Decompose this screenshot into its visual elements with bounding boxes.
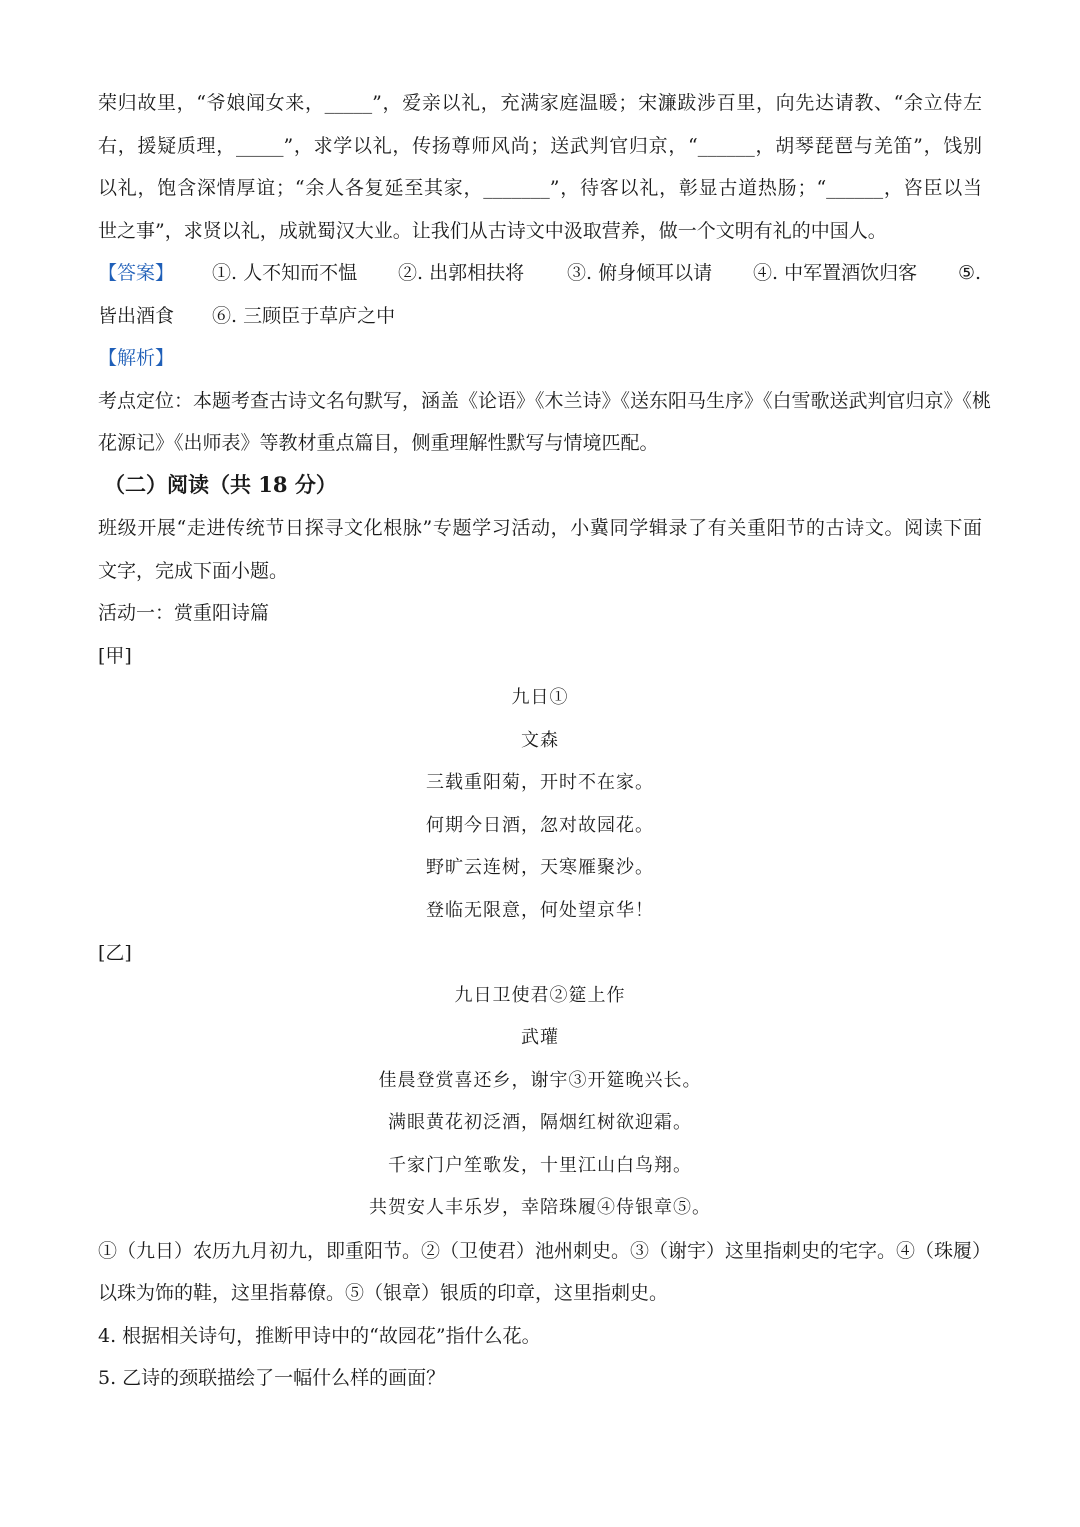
answer-5: ⑤. [958, 262, 982, 284]
question-5: 5. 乙诗的颈联描绘了一幅什么样的画面？ [98, 1367, 446, 1389]
notes-line-2: 以珠为饰的鞋，这里指幕僚。⑤（银章）银质的印章，这里指刺史。 [98, 1282, 669, 1304]
answer-label: 【答案】 [98, 262, 175, 284]
section-title: （二）阅读（共 18 分） [104, 472, 337, 497]
passage-line-3: 以礼，饱含深情厚谊；“余人各复延至其家，_______”，待客以礼，彰显古道热肠；“______，咨臣以当 [98, 177, 982, 199]
poem-a-line-2: 何期今日酒，忽对故园花。 [426, 815, 654, 836]
answer-6: ⑥. 三顾臣于草庐之中 [212, 305, 396, 327]
answer-3: ③. 俯身倾耳以请 [567, 262, 713, 284]
poem-b-line-2: 满眼黄花初泛酒，隔烟红树欲迎霜。 [388, 1112, 692, 1133]
poem-b-line-3: 千家门户笙歌发，十里江山白鸟翔。 [388, 1155, 692, 1176]
analysis-label: 【解析】 [98, 347, 175, 369]
answer-4: ④. 中军置酒饮归客 [753, 262, 918, 284]
question-4: 4. 根据相关诗句，推断甲诗中的“故园花”指什么花。 [98, 1325, 541, 1347]
analysis-line-1: 考点定位：本题考查古诗文名句默写，涵盖《论语》《木兰诗》《送东阳马生序》《白雪歌送武判官归京》《桃 [98, 390, 992, 412]
poem-b-author: 武瓘 [521, 1027, 559, 1048]
poem-a-title: 九日① [511, 687, 569, 708]
answer-2: ②. 出郭相扶将 [398, 262, 525, 284]
poem-a-line-4: 登临无限意，何处望京华！ [426, 900, 654, 921]
poem-a-line-3: 野旷云连树，天寒雁聚沙。 [426, 857, 654, 878]
passage-line-1: 荣归故里，“爷娘闻女来，_____”，爱亲以礼，充满家庭温暖；宋濂跋涉百里，向先达请教、“余立侍左 [98, 92, 982, 114]
analysis-line-2: 花源记》《出师表》等教材重点篇目，侧重理解性默写与情境匹配。 [98, 432, 659, 454]
answer-5-text: 皆出酒食 [98, 305, 175, 327]
section-intro-2: 文字，完成下面小题。 [98, 560, 289, 582]
poem-b-line-1: 佳晨登赏喜还乡，谢宇③开筵晚兴长。 [378, 1070, 702, 1091]
poem-b-line-4: 共贺安人丰乐岁，幸陪珠履④侍银章⑤。 [369, 1197, 711, 1218]
poem-a-author: 文森 [521, 730, 559, 751]
activity-title: 活动一：赏重阳诗篇 [98, 602, 270, 624]
poem-b-tag: [乙] [98, 942, 132, 964]
section-intro-1: 班级开展“走进传统节日探寻文化根脉”专题学习活动，小冀同学辑录了有关重阳节的古诗文。阅读下面 [98, 517, 982, 539]
notes-line-1: ①（九日）农历九月初九，即重阳节。②（卫使君）池州刺史。③（谢宇）这里指刺史的宅字。④（珠履） [98, 1240, 992, 1262]
poem-a-tag: [甲] [98, 645, 132, 667]
passage-line-2: 右，援疑质理，_____”，求学以礼，传扬尊师风尚；送武判官归京，“______，胡琴琵琶与羌笛”，饯别 [98, 135, 982, 157]
passage-line-4: 世之事”，求贤以礼，成就蜀汉大业。让我们从古诗文中汲取营养，做一个文明有礼的中国人。 [98, 220, 887, 242]
poem-b-title: 九日卫使君②筵上作 [454, 985, 626, 1006]
answer-1: ①. 人不知而不愠 [212, 262, 358, 284]
poem-a-line-1: 三载重阳菊，开时不在家。 [426, 772, 654, 793]
